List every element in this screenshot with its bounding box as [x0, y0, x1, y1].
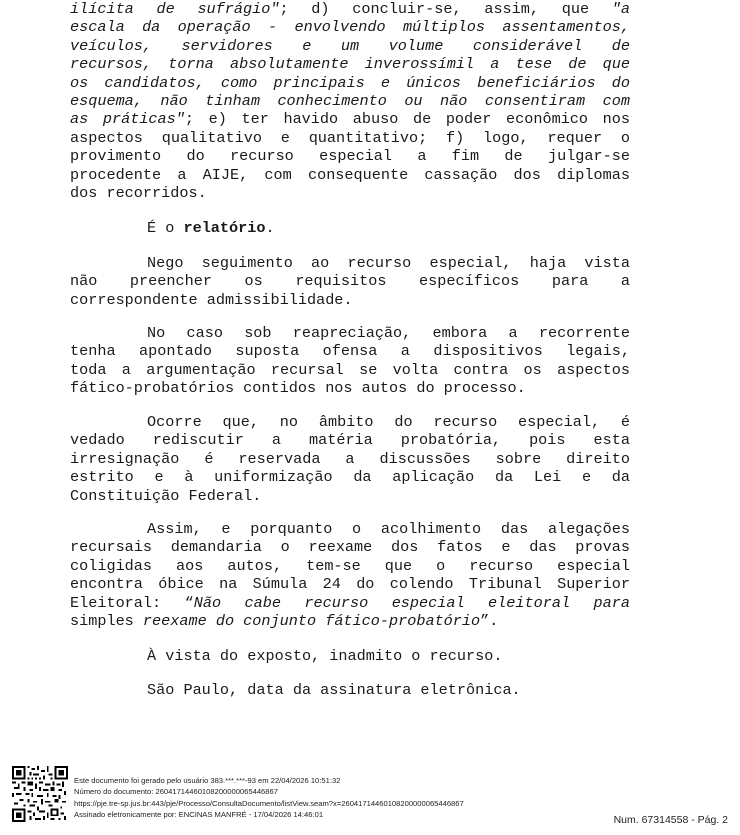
paragraph-evidence-rule — [70, 413, 630, 505]
text-line: ilícita de sufrágio"; d) concluir-se, assim, que "a — [70, 0, 630, 18]
text-line: veículos, servidores e um volume considerável de — [70, 36, 630, 55]
document-number-text: Número do documento: 26041714460108200000065446867 — [74, 787, 278, 797]
document-url-link[interactable]: https://pje.tre-sp.jus.br:443/pje/Processo/ConsultaDocumento/listView.seam?x=26041714460108200000065446867 — [74, 798, 464, 808]
text-line: fático-probatórios contidos nos autos do processo. — [70, 379, 526, 398]
paragraph-denial — [70, 254, 630, 309]
text-line: procedente a AIJE, com consequente cassação dos diplomas — [70, 165, 630, 184]
text-line: dos recorridos. — [70, 183, 207, 202]
text-line: provimento do recurso especial a fim de julgar-se — [70, 147, 630, 166]
text-line: vedado rediscutir a matéria probatória, pois esta — [70, 431, 630, 450]
text-line: Assim, e porquanto o acolhimento das alegações — [147, 520, 630, 538]
relatorio-heading: É o relatório. — [147, 219, 275, 237]
text-line: irresignação é reservada a discussões sobre direito — [70, 449, 630, 468]
signature-info — [74, 775, 464, 821]
text-line: esquema, não tinham conhecimento ou não consentiram com — [70, 91, 630, 110]
paragraph-analysis — [70, 324, 630, 398]
paragraph-sumula — [70, 520, 630, 630]
generated-by-text: Este documento foi gerado pelo usuário 383.***.***-93 em 22/04/2026 10:51:32 — [74, 776, 341, 785]
text-line: encontra óbice na Súmula 24 do colendo Tribunal Superior — [70, 575, 630, 594]
paragraph-petition-summary — [70, 0, 630, 202]
text-line: os candidatos, como principais e únicos beneficiários do — [70, 73, 630, 92]
text-line: escala da operação - envolvendo múltiplos assentamentos, — [70, 18, 630, 37]
text-line: não preencher os requisitos específicos para a — [70, 272, 630, 291]
text-line: tenha apontado suposta ofensa a dispositivos legais, — [70, 342, 630, 361]
place-date-text: São Paulo, data da assinatura eletrônica. — [147, 681, 521, 699]
signature-footer — [12, 766, 732, 830]
text-line: as práticas"; e) ter havido abuso de poder econômico nos — [70, 110, 630, 129]
text-line: simples reexame do conjunto fático-probatório”. — [70, 611, 499, 630]
text-line: correspondente admissibilidade. — [70, 290, 353, 309]
text-line: coligidas aos autos, tem-se que o recurso especial — [70, 556, 630, 575]
text-line: aspectos qualitativo e quantitativo; f) logo, requer o — [70, 128, 630, 147]
conclusion-text: À vista do exposto, inadmito o recurso. — [147, 647, 503, 665]
text-line: Nego seguimento ao recurso especial, haja vista — [147, 254, 630, 272]
qr-code-icon[interactable] — [12, 766, 68, 822]
text-line: Eleitoral: “Não cabe recurso especial eleitoral para — [70, 593, 630, 612]
page-number: Num. 67314558 - Pág. 2 — [613, 814, 728, 826]
text-line: recursos, torna absolutamente inverossímil a tese de que — [70, 55, 630, 74]
text-line: toda a argumentação recursal se volta contra os aspectos — [70, 360, 630, 379]
text-line: No caso sob reapreciação, embora a recorrente — [147, 324, 630, 342]
text-line: Constituição Federal. — [70, 486, 262, 505]
text-line: recursais demandaria o reexame dos fatos e das provas — [70, 538, 630, 557]
text-line: estrito e à uniformização da aplicação da Lei e da — [70, 468, 630, 487]
text-line: Ocorre que, no âmbito do recurso especial, é — [147, 413, 630, 431]
signed-by-text: Assinado eletronicamente por: ENCINAS MANFRÉ - 17/04/2026 14:46:01 — [74, 810, 324, 820]
